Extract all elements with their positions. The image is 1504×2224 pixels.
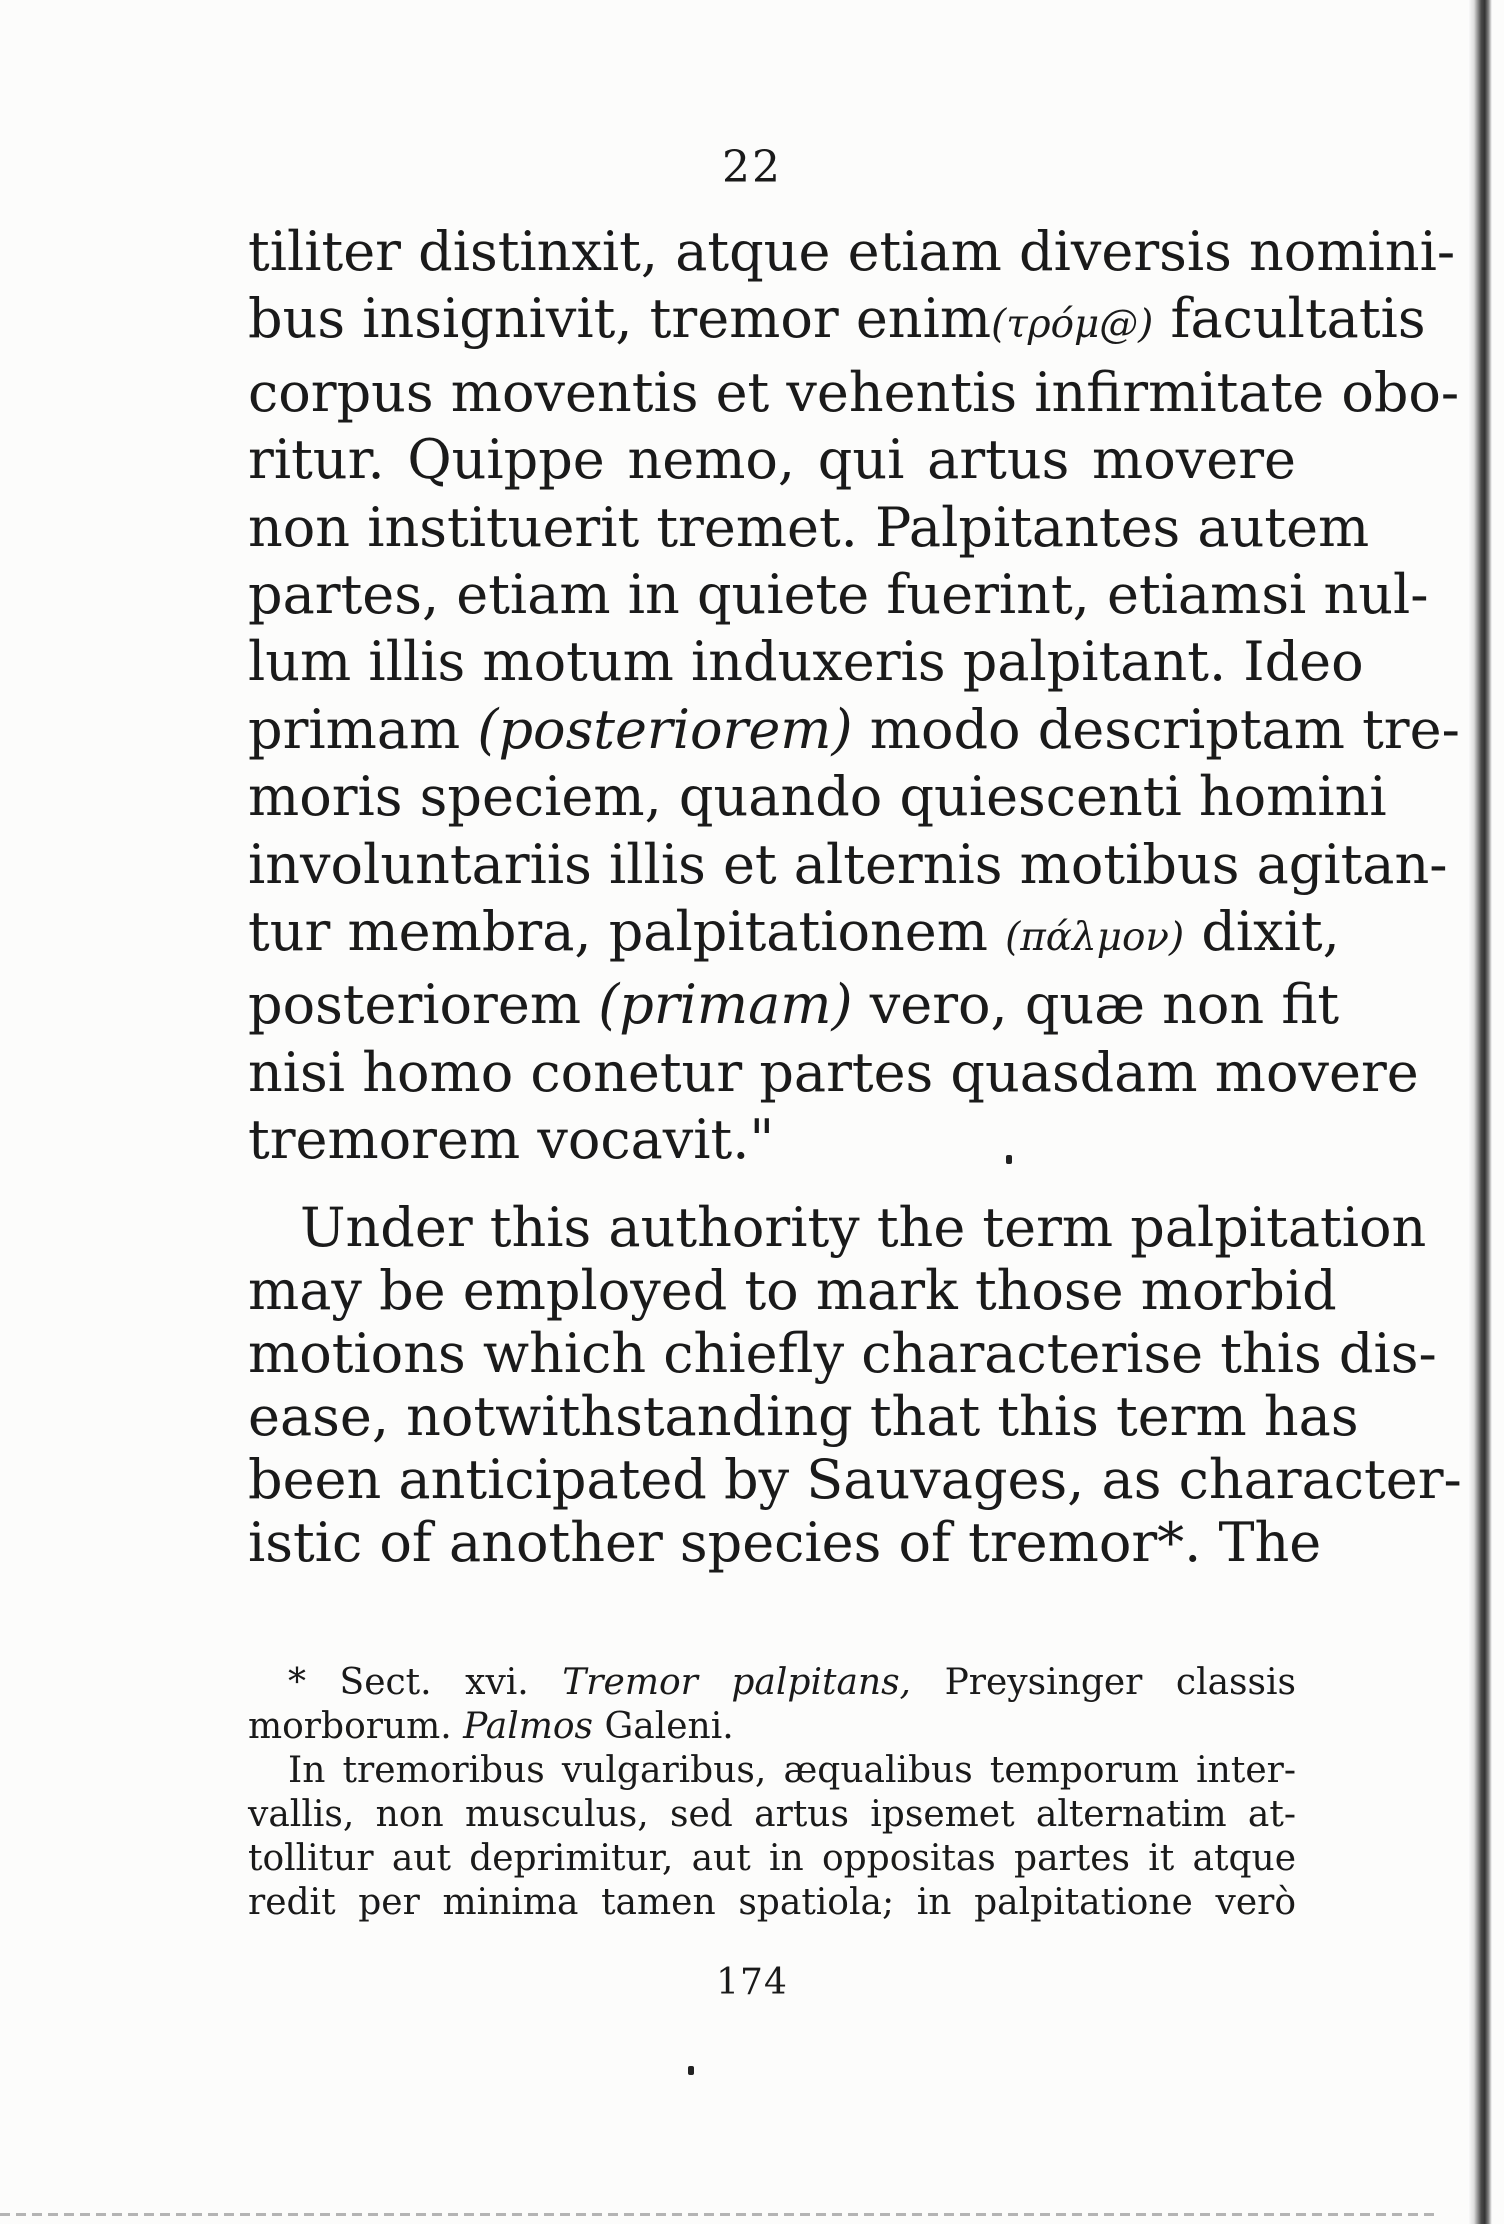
footnote-line: tollitur aut deprimitur, aut in oppositas partes it atque	[248, 1838, 1296, 1879]
text-fragment: modo descriptam tre-	[852, 697, 1460, 761]
text-fragment: vero, quæ non fit	[852, 973, 1340, 1037]
text-line: ritur. Quippe nemo, qui artus movere	[248, 428, 1296, 492]
text-line: partes, etiam in quiete fuerint, etiamsi nul-	[248, 563, 1429, 627]
text-fragment: Galeni.	[593, 1706, 734, 1747]
italic-term: Tremor palpitans,	[562, 1662, 912, 1703]
italic-term: (posteriorem)	[477, 697, 853, 761]
greek-abbreviation: @)	[1099, 302, 1154, 348]
footnote-line	[248, 1661, 1296, 1705]
text-line	[248, 285, 1426, 358]
ink-speck	[688, 2066, 694, 2075]
text-fragment: morborum.	[248, 1706, 464, 1747]
text-line: non instituerit tremet. Palpitantes autem	[248, 495, 1370, 559]
text-line: ease, notwithstanding that this term has	[248, 1385, 1359, 1448]
text-fragment: posteriorem	[248, 973, 599, 1037]
footnote-block	[248, 1661, 1296, 1925]
text-fragment: Preysinger classis	[911, 1662, 1296, 1703]
greek-word	[991, 302, 1153, 347]
page-number: 22	[722, 142, 782, 193]
italic-term: (primam)	[598, 973, 853, 1037]
text-fragment: tur membra, palpitationem	[248, 900, 1006, 964]
text-line: moris speciem, quando quiescenti homini	[248, 765, 1387, 829]
text-line: involuntariis illis et alternis motibus agitan-	[248, 832, 1448, 896]
text-fragment: * Sect. xvi.	[288, 1662, 563, 1703]
text-line: may be employed to mark those morbid	[248, 1259, 1337, 1322]
text-line	[248, 696, 1460, 763]
text-fragment: dixit,	[1184, 900, 1340, 964]
text-line: motions which chiefly characterise this dis-	[248, 1322, 1437, 1385]
footnote-line	[248, 1705, 1296, 1749]
english-paragraph	[248, 1196, 1462, 1574]
text-line: lum illis motum induxeris palpitant. Ideo	[248, 630, 1364, 694]
text-line: corpus moventis et vehentis infirmitate obo-	[248, 360, 1460, 424]
text-line: istic of another species of tremor*. The	[248, 1511, 1322, 1574]
text-line: Under this authority the term palpitation	[300, 1196, 1427, 1259]
text-line: nisi homo conetur partes quasdam movere	[248, 1040, 1419, 1104]
italic-term: Palmos	[463, 1706, 594, 1747]
footnote-line: In tremoribus vulgaribus, æqualibus temporum inter-	[288, 1750, 1296, 1791]
text-line	[248, 898, 1340, 971]
greek-fragment: (τρόμ	[991, 302, 1100, 348]
text-fragment: facultatis	[1153, 287, 1426, 351]
page-binding-shadow	[1468, 0, 1492, 2224]
signature-mark: 174	[716, 1962, 788, 2003]
text-fragment: primam	[248, 697, 478, 761]
text-line	[248, 971, 1340, 1038]
text-line: tremorem vocavit."	[248, 1108, 775, 1172]
greek-word: (πάλμον)	[1005, 915, 1185, 961]
text-line: tiliter distinxit, atque etiam diversis nomini-	[248, 220, 1456, 283]
page-bottom-edge	[0, 2213, 1440, 2216]
text-fragment: bus insignivit, tremor enim	[248, 287, 992, 351]
footnote-line: redit per minima tamen spatiola; in palpitatione verò	[248, 1882, 1296, 1923]
text-line: been anticipated by Sauvages, as character-	[248, 1448, 1462, 1511]
latin-quotation-paragraph	[248, 218, 1460, 1174]
footnote-line: vallis, non musculus, sed artus ipsemet alternatim at-	[248, 1794, 1296, 1835]
